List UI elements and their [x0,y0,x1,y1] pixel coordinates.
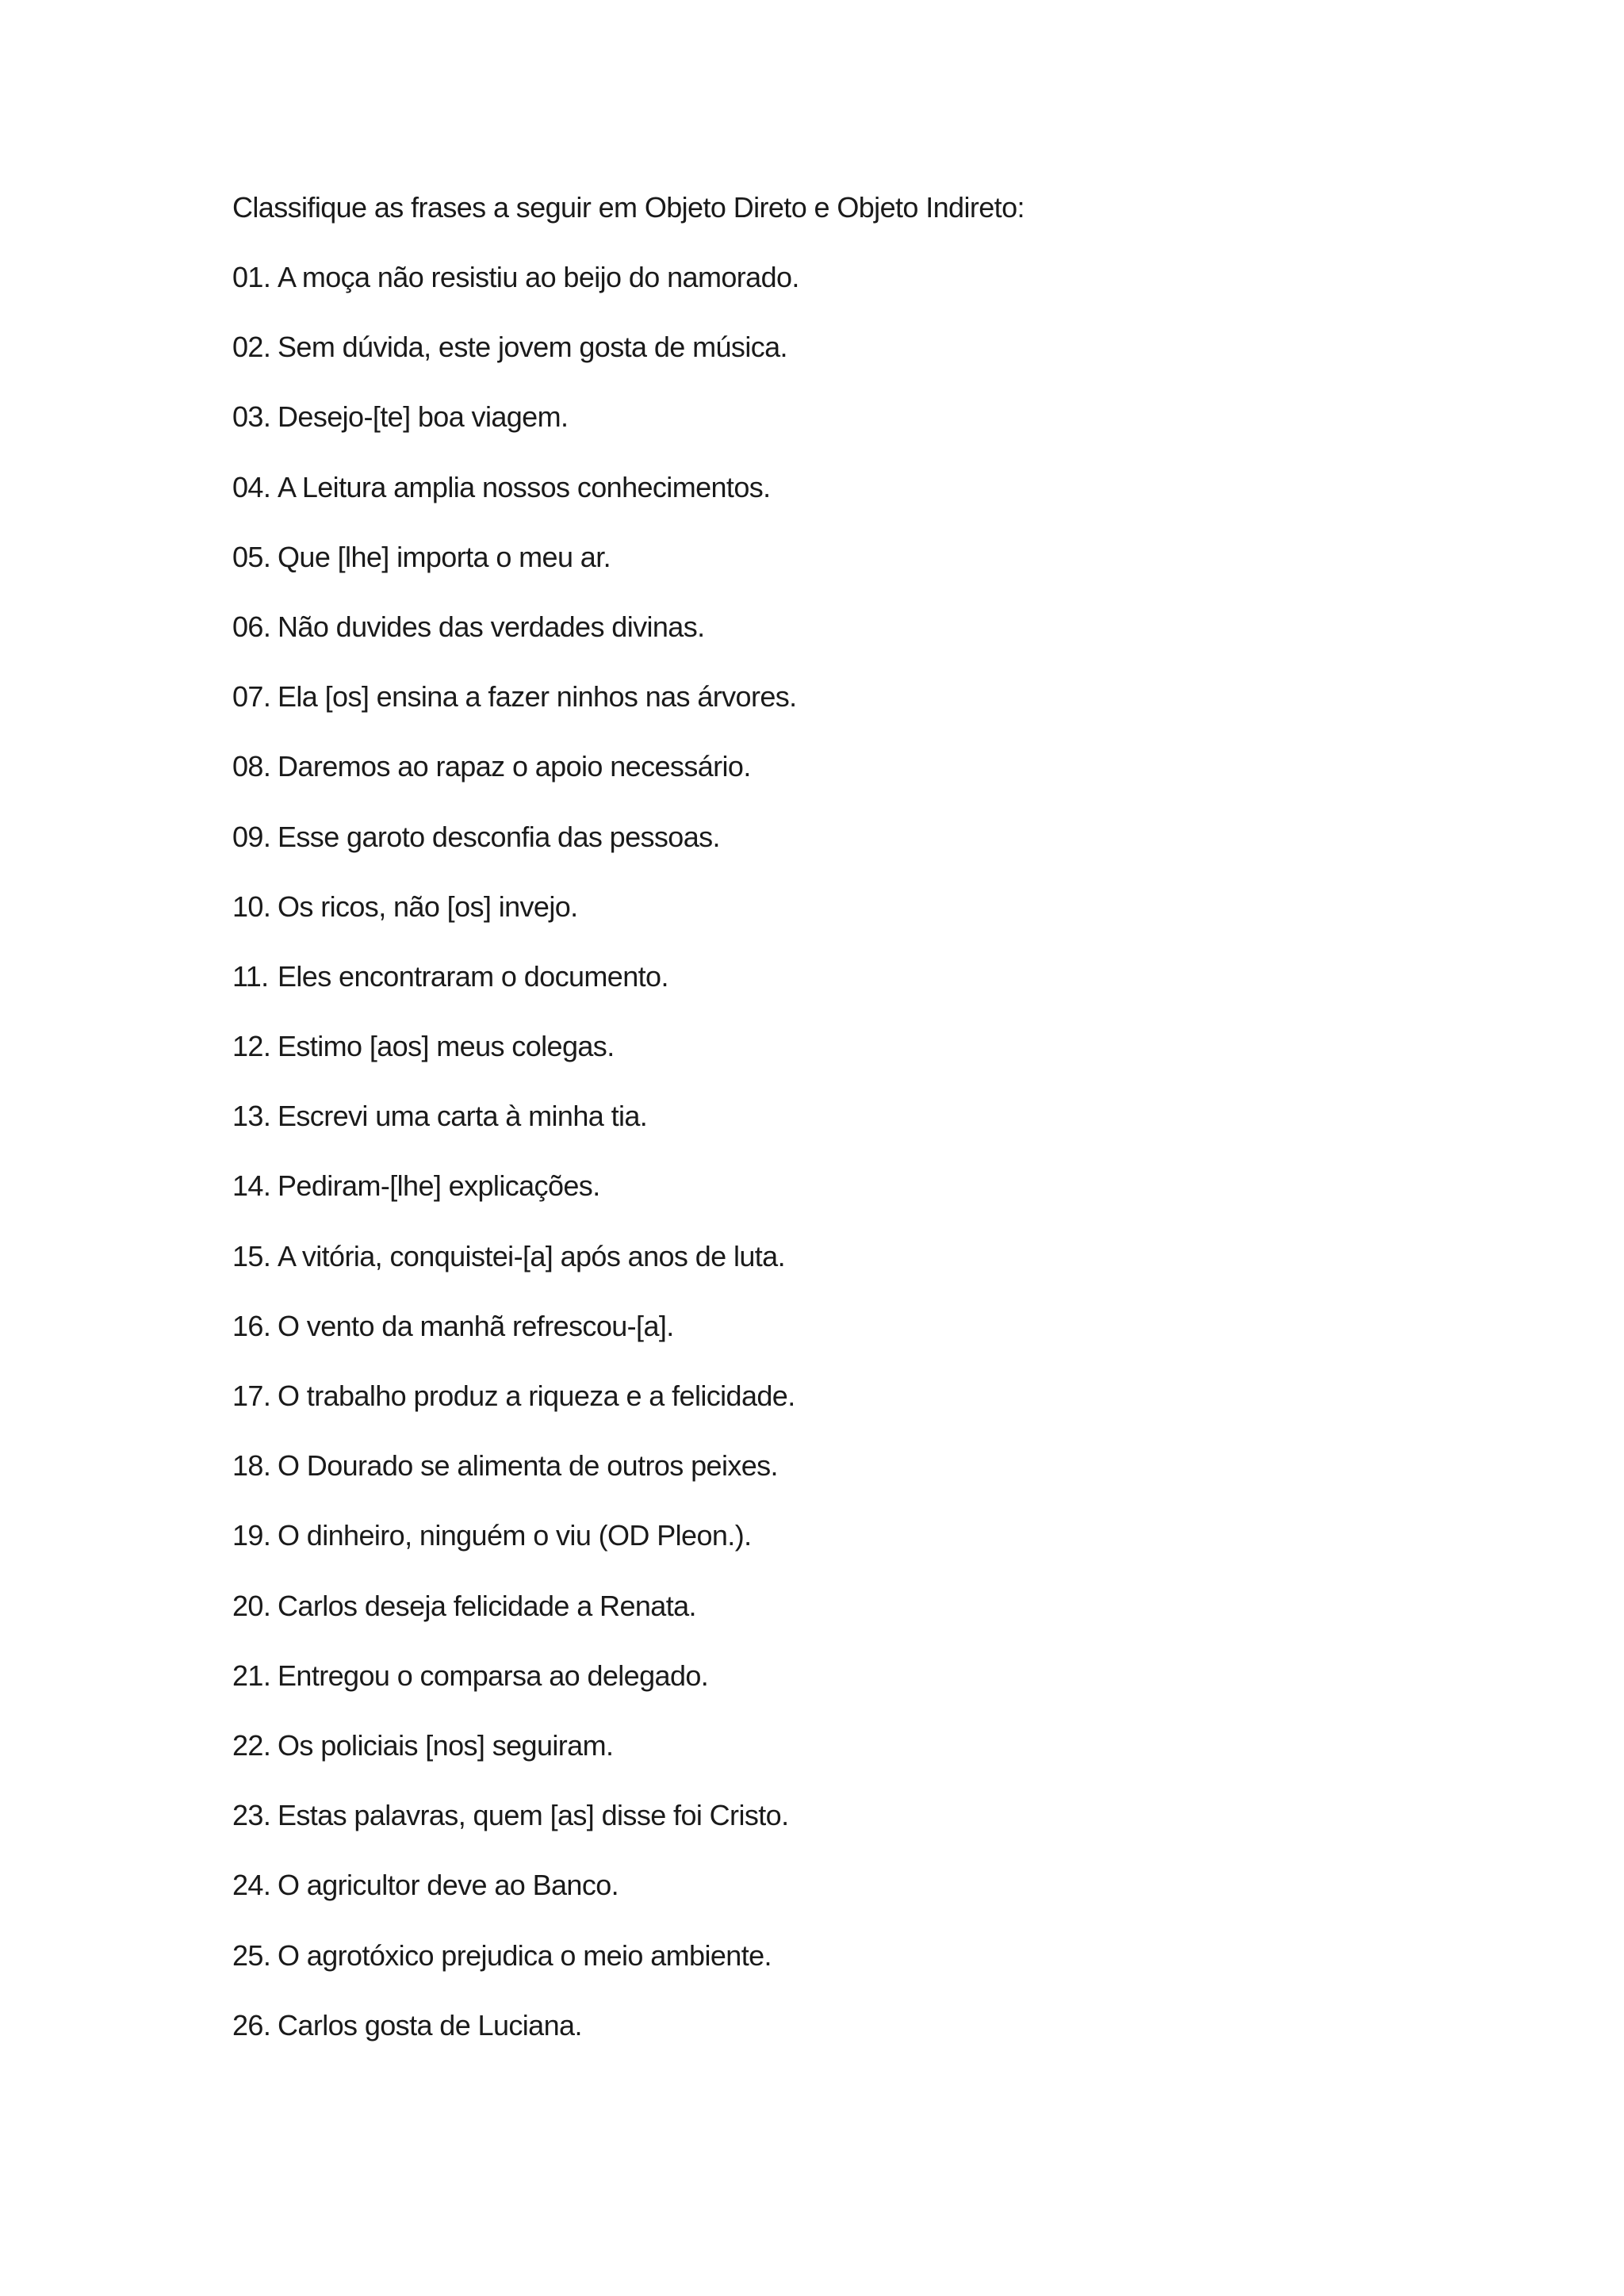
item-sentence: O trabalho produz a riqueza e a felicidade. [278,1380,795,1412]
list-item [232,817,1422,886]
list-item [232,1096,1422,1165]
item-number: 17. [232,1380,271,1412]
instruction-text: Classifique as frases a seguir em Objeto Direto e Objeto Indireto: [232,191,1025,224]
list-item [232,1935,1422,2005]
list-item [232,1376,1422,1445]
list-item [232,1865,1422,1934]
item-sentence: Que [lhe] importa o meu ar. [278,540,611,573]
item-number: 26. [232,2008,271,2042]
item-number: 24. [232,1869,271,1902]
item-sentence: O Dourado se alimenta de outros peixes. [278,1449,778,1483]
list-item [232,1586,1422,1655]
list-item [232,1725,1422,1795]
list-item [232,1306,1422,1376]
item-sentence: Carlos gosta de Luciana. [278,2008,582,2042]
item-sentence: Daremos ao rapaz o apoio necessário. [278,750,751,783]
item-sentence: Carlos deseja felicidade a Renata. [278,1589,696,1622]
item-sentence: Sem dúvida, este jovem gosta de música. [278,331,787,364]
item-number: 10. [232,890,271,923]
list-item [232,956,1422,1026]
list-item [232,1165,1422,1235]
list-item [232,2005,1422,2075]
item-sentence: Escrevi uma carta à minha tia. [278,1100,648,1133]
item-number: 20. [232,1589,271,1622]
item-number: 01. [232,261,271,293]
item-number: 07. [232,680,271,714]
list-item [232,1655,1422,1725]
list-item [232,396,1422,466]
item-sentence: O dinheiro, ninguém o viu (OD Pleon.). [278,1519,752,1552]
list-item [232,746,1422,816]
list-item [232,676,1422,746]
item-number: 08. [232,750,271,783]
item-number: 02. [232,331,271,364]
item-number: 14. [232,1169,271,1203]
item-number: 23. [232,1799,271,1832]
list-item [232,886,1422,956]
item-number: 25. [232,1938,271,1972]
item-number: 22. [232,1728,271,1762]
list-item [232,1515,1422,1585]
item-sentence: Estimo [aos] meus colegas. [278,1030,615,1063]
list-item [232,1795,1422,1865]
item-sentence: Os policiais [nos] seguiram. [278,1728,614,1762]
item-sentence: Pediram-[lhe] explicações. [278,1169,600,1203]
item-sentence: A moça não resistiu ao beijo do namorado. [278,261,799,293]
item-sentence: O agrotóxico prejudica o meio ambiente. [278,1938,772,1972]
item-sentence: Ela [os] ensina a fazer ninhos nas árvores. [278,680,797,714]
item-sentence: O vento da manhã refrescou-[a]. [278,1309,674,1342]
item-sentence: O agricultor deve ao Banco. [278,1869,619,1902]
item-number: 09. [232,820,271,853]
item-sentence: A vitória, conquistei-[a] após anos de luta. [278,1239,786,1272]
document-content [232,187,1422,2075]
list-item [232,467,1422,537]
list-item [232,327,1422,396]
item-number: 13. [232,1100,271,1133]
item-number: 03. [232,400,271,434]
item-sentence: A Leitura amplia nossos conhecimentos. [278,470,771,503]
list-item [232,1026,1422,1096]
item-sentence: Desejo-[te] boa viagem. [278,400,569,434]
item-number: 05. [232,540,271,573]
item-number: 21. [232,1659,271,1692]
item-sentence: Não duvides das verdades divinas. [278,610,705,643]
item-number: 11. [232,959,269,993]
item-number: 19. [232,1519,271,1552]
list-item [232,257,1422,327]
item-sentence: Eles encontraram o documento. [278,959,668,993]
list-item [232,1236,1422,1306]
item-number: 06. [232,610,271,643]
exercise-list [232,257,1422,2075]
item-number: 04. [232,470,271,503]
item-sentence: Os ricos, não [os] invejo. [278,890,578,923]
item-sentence: Esse garoto desconfia das pessoas. [278,820,720,853]
list-item [232,537,1422,607]
item-number: 12. [232,1030,271,1063]
item-number: 16. [232,1309,271,1342]
item-sentence: Estas palavras, quem [as] disse foi Cristo. [278,1799,789,1832]
list-item [232,1445,1422,1515]
item-number: 18. [232,1449,271,1483]
list-item [232,607,1422,676]
item-sentence: Entregou o comparsa ao delegado. [278,1659,709,1692]
item-number: 15. [232,1239,271,1272]
